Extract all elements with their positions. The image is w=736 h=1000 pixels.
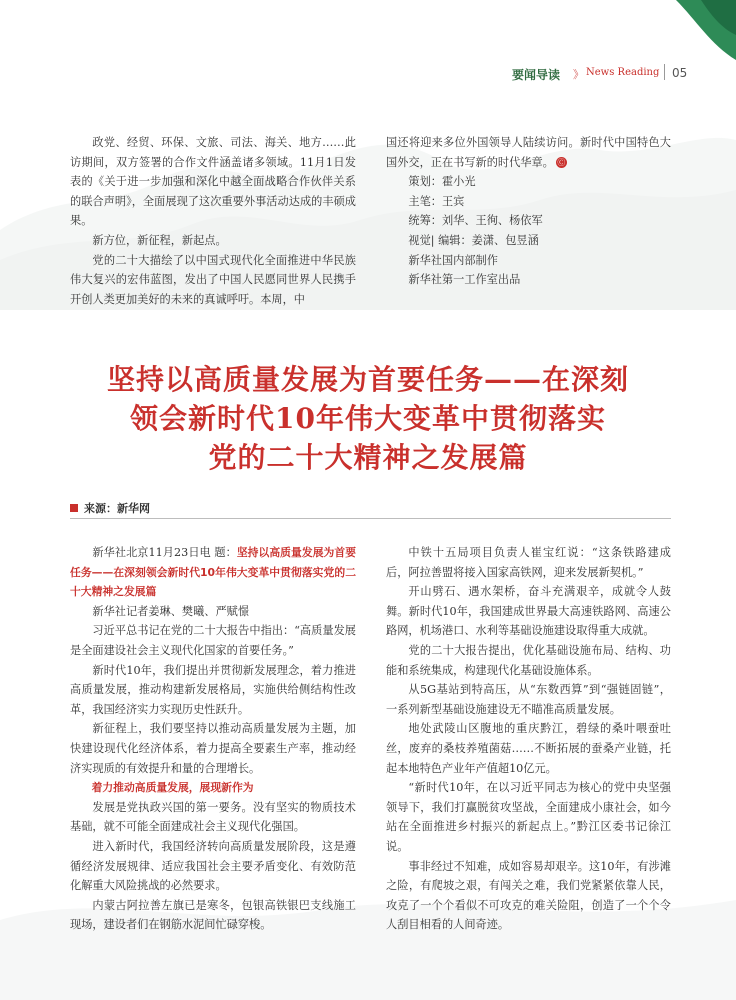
source-divider: [70, 518, 671, 519]
paragraph: 事非经过不知难，成如容易却艰辛。这10年，有涉滩之险，有爬坡之艰，有闯关之难，我们党紧紧依靠人民，攻克了一个个看似不可攻克的难关险阻，创造了一个个令人刮目相看的人间奇迹。: [386, 859, 671, 932]
top-left-column: [70, 133, 356, 309]
paragraph: 习近平总书记在党的二十大报告中指出：“高质量发展是全面建设社会主义现代化国家的首要任务。”: [70, 624, 356, 657]
credit-line: 主笔：王宾: [408, 194, 465, 208]
title-line: 领会新时代10年伟大变革中贯彻落实: [130, 402, 606, 435]
paragraph-continuation: [386, 133, 671, 172]
dateline-title: 坚持以高质量发展为首要任务——在深刻领会新时代10年伟大变革中贯彻落实党的二十大精神之发展篇: [70, 546, 357, 599]
dateline: 新华社北京11月23日电 题：: [92, 546, 237, 559]
credit-line: 新华社国内部制作: [408, 253, 498, 267]
paragraph: 进入新时代，我国经济转向高质量发展阶段，这是遵循经济发展规律、适应我国社会主要矛盾变化、有效防范化解重大风险挑战的必然要求。: [70, 839, 356, 893]
credit-line: 策划：霍小光: [408, 175, 476, 189]
paragraph: 发展是党执政兴国的第一要务。没有坚实的物质技术基础，就不可能全面建成社会主义现代化强国。: [70, 800, 356, 834]
paragraph: 党的二十大描绘了以中国式现代化全面推进中华民族伟大复兴的宏伟蓝图，发出了中国人民愿同世界人民携手开创人类更加美好的未来的真诚呼吁。本周，中: [70, 253, 356, 306]
source-label: 来源：新华网: [84, 502, 150, 515]
credit-line: 新华社第一工作室出品: [408, 273, 521, 287]
paragraph: 新时代10年，我们提出并贯彻新发展理念，着力推进高质量发展，推动构建新发展格局，实施供给侧结构性改革，我国经济实力实现历史性跃升。: [70, 663, 356, 716]
bottom-right-column: [386, 543, 671, 935]
top-right-column: [386, 133, 671, 290]
paragraph: 新方位，新征程，新起点。: [92, 233, 227, 247]
section-title: 要闻导读: [512, 68, 561, 82]
paragraph: 开山劈石、遇水架桥，奋斗充满艰辛，成就令人鼓舞。新时代10年，我国建成世界最大高速铁路网、高速公路网，机场港口、水利等基础设施建设取得重大成就。: [386, 585, 671, 638]
paragraph: 从5G基站到特高压，从“东数西算”到“强链固链”，一系列新型基础设施建设无不瞄准高质量发展。: [386, 683, 671, 716]
paragraph: “新时代10年，在以习近平同志为核心的党中央坚强领导下，我们打赢脱贫攻坚战，全面建成小康社会，如今站在全面推进乡村振兴的新起点上。”黔江区委书记徐江说。: [386, 781, 671, 853]
section-title-english: News Reading: [586, 67, 660, 78]
header-divider: [664, 64, 665, 80]
paragraph: 党的二十大报告提出，优化基础设施布局、结构、功能和系统集成，构建现代化基础设施体系。: [386, 643, 671, 677]
title-line: 党的二十大精神之发展篇: [208, 441, 528, 474]
subheading: 着力推动高质量发展，展现新作为: [91, 781, 254, 795]
page-header: [0, 64, 736, 84]
end-mark-icon: Ⓒ: [557, 157, 566, 167]
paragraph: 中铁十五局项目负责人崔宝红说：“这条铁路建成后，阿拉善盟将接入国家高铁网，迎来发展新契机。”: [386, 546, 671, 579]
continuation-text: 国还将迎来多位外国领导人陆续访问。新时代中国特色大国外交，正在书写新的时代华章。: [386, 136, 671, 169]
square-bullet-icon: [70, 504, 78, 512]
credit-line: 视觉| 编辑：姜潇、包昱涵: [408, 233, 539, 247]
double-chevron-icon: 》: [573, 68, 584, 81]
dateline-paragraph: [70, 543, 356, 602]
paragraph: 地处武陵山区腹地的重庆黔江，碧绿的桑叶喂蚕吐丝，废弃的桑枝养殖菌菇……不断拓展的蚕桑产业链，托起本地特色产业年产值超10亿元。: [386, 722, 671, 775]
credit-line: 统筹：刘华、王徇、杨依军: [408, 214, 543, 228]
page-number: 05: [672, 66, 688, 80]
article-title: [60, 360, 676, 477]
paragraph: 内蒙古阿拉善左旗已是寒冬，包银高铁银巴支线施工现场，建设者们在钢筋水泥间忙碌穿梭。: [70, 898, 356, 932]
source-row: [70, 500, 670, 520]
bottom-left-column: [70, 543, 356, 935]
paragraph: 政党、经贸、环保、文旅、司法、海关、地方……此访期间，双方签署的合作文件涵盖诸多领域。11月1日发表的《关于进一步加强和深化中越全面战略合作伙伴关系的联合声明》，全面展现了这次重要外事活动达成的丰硕成果。: [70, 136, 356, 228]
reporters: 新华社记者姜琳、樊曦、严赋憬: [92, 604, 250, 618]
title-line: 坚持以高质量发展为首要任务——在深刻: [106, 363, 629, 396]
paragraph: 新征程上，我们要坚持以推动高质量发展为主题，加快建设现代化经济体系，着力提高全要素生产率，推动经济实现质的有效提升和量的合理增长。: [70, 722, 356, 775]
